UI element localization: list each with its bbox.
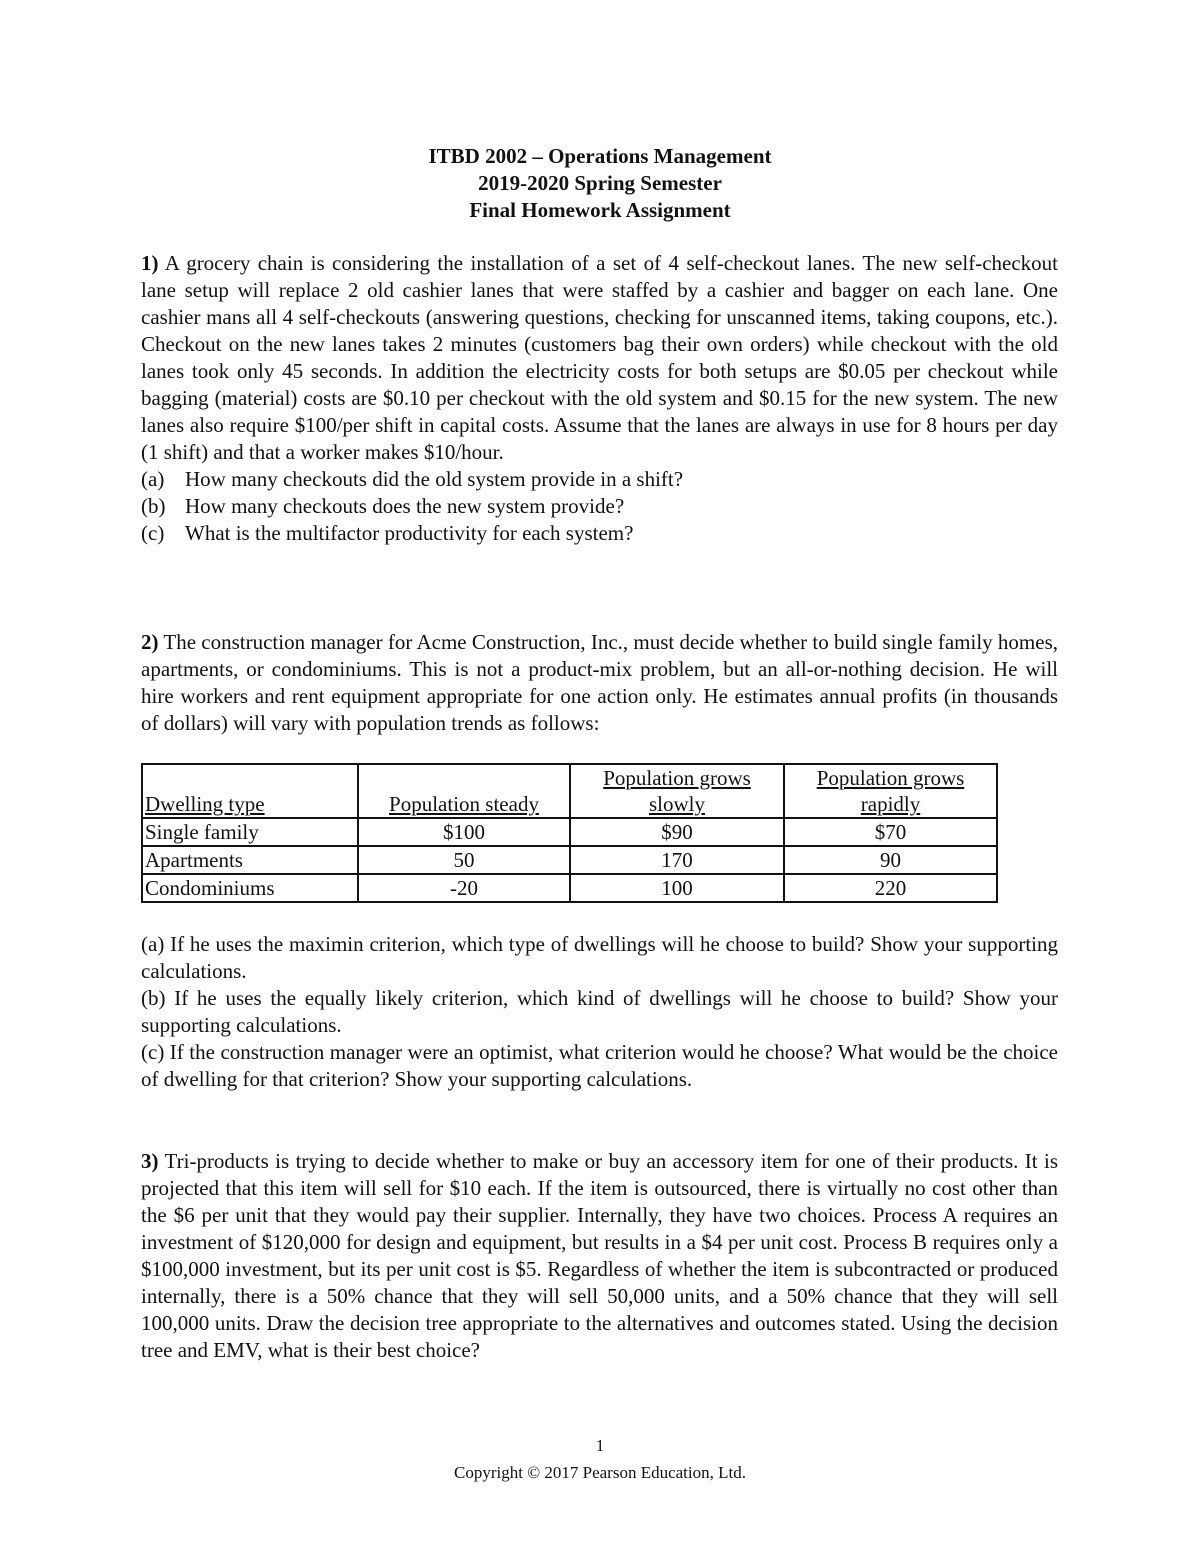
- table-cell: $90: [570, 818, 784, 846]
- table-cell: Condominiums: [142, 874, 358, 902]
- header-cell: [570, 764, 784, 818]
- header-cell: [358, 764, 570, 818]
- question-3-text: [141, 1148, 1058, 1364]
- header-text: Population steady: [389, 792, 539, 816]
- question-2-parts: [141, 931, 1058, 1093]
- semester: 2019-2020 Spring Semester: [478, 171, 722, 195]
- question-2-text: [141, 629, 1058, 737]
- table-row: [142, 874, 997, 902]
- question-2-part-c: (c) If the construction manager were an optimist, what criterion would he choose? What would be the choice of dwelling for that criterion? Show your supporting calculations.: [141, 1040, 1058, 1091]
- table-cell: 90: [784, 846, 997, 874]
- question-1-part-c: [141, 520, 1058, 547]
- header-text: Population grows slowly: [603, 766, 751, 816]
- question-number: 1): [141, 251, 159, 275]
- table-cell: $70: [784, 818, 997, 846]
- question-body: Tri-products is trying to decide whether to make or buy an accessory item for one of their products. It is projected that this item will sell for $10 each. If the item is outsourced, there is virtually no cost other than the $6 per unit that they would pay their supplier. Internally, they have two choices. Process A requires an investment of $120,000 for design and equipment, but results in a $4 per unit cost. Process B requires only a $100,000 investment, but its per unit cost is $5. Regardless of whether the item is subcontracted or produced internally, there is a 50% chance that they will sell 50,000 units, and a 50% chance that they will sell 100,000 units. Draw the decision tree appropriate to the alternatives and outcomes stated. Using the decision tree and EMV, what is their best choice?: [141, 1149, 1058, 1362]
- question-2-part-a: (a) If he uses the maximin criterion, which type of dwellings will he choose to build? Show your supporting calculations.: [141, 932, 1058, 983]
- question-body: The construction manager for Acme Construction, Inc., must decide whether to build single family homes, apartments, or condominiums. This is not a product-mix problem, but an all-or-nothing decision. He will hire workers and rent equipment appropriate for one action only. He estimates annual profits (in thousands of dollars) will vary with population trends as follows:: [141, 630, 1058, 735]
- assignment-title: Final Homework Assignment: [469, 198, 731, 222]
- question-1-text: [141, 250, 1058, 466]
- question-1: [141, 250, 1058, 547]
- table-cell: 170: [570, 846, 784, 874]
- header-text: Population grows rapidly: [816, 766, 965, 816]
- table-cell: Apartments: [142, 846, 358, 874]
- part-label: (b): [141, 494, 166, 518]
- question-1-part-a: [141, 466, 1058, 493]
- question-number: 2): [141, 630, 159, 654]
- payoff-table: [141, 763, 998, 903]
- part-text: How many checkouts does the new system provide?: [185, 494, 625, 518]
- header-text: Dwelling type: [145, 792, 265, 816]
- question-3: [141, 1148, 1058, 1364]
- question-2-part-b: (b) If he uses the equally likely criterion, which kind of dwellings will he choose to build? Show your supporting calculations.: [141, 986, 1058, 1037]
- question-2: [141, 629, 1058, 737]
- header-cell: [784, 764, 997, 818]
- part-text: What is the multifactor productivity for each system?: [185, 521, 634, 545]
- table-cell: 100: [570, 874, 784, 902]
- question-body: A grocery chain is considering the installation of a set of 4 self-checkout lanes. The new self-checkout lane setup will replace 2 old cashier lanes that were staffed by a cashier and bagger on each lane. One cashier mans all 4 self-checkouts (answering questions, checking for unscanned items, taking coupons, etc.). Checkout on the new lanes takes 2 minutes (customers bag their own orders) while checkout with the old lanes took only 45 seconds. In addition the electricity costs for both setups are $0.05 per checkout while bagging (material) costs are $0.10 per checkout with the old system and $0.15 for the new system. The new lanes also require $100/per shift in capital costs. Assume that the lanes are always in use for 8 hours per day (1 shift) and that a worker makes $10/hour.: [141, 251, 1058, 464]
- question-1-part-b: [141, 493, 1058, 520]
- course-title: ITBD 2002 – Operations Management: [428, 144, 772, 168]
- document-title: [0, 143, 1200, 224]
- page-number: 1: [595, 1436, 605, 1455]
- part-label: (c): [141, 521, 165, 545]
- part-text: How many checkouts did the old system provide in a shift?: [185, 467, 684, 491]
- table-row: [142, 818, 997, 846]
- copyright: Copyright © 2017 Pearson Education, Ltd.: [454, 1463, 746, 1482]
- part-label: (a): [141, 467, 165, 491]
- table-row: [142, 846, 997, 874]
- table-cell: $100: [358, 818, 570, 846]
- table-header-row: [142, 764, 997, 818]
- table-cell: -20: [358, 874, 570, 902]
- question-number: 3): [141, 1149, 159, 1173]
- table-cell: 220: [784, 874, 997, 902]
- header-cell: [142, 764, 358, 818]
- table-cell: 50: [358, 846, 570, 874]
- table-cell: Single family: [142, 818, 358, 846]
